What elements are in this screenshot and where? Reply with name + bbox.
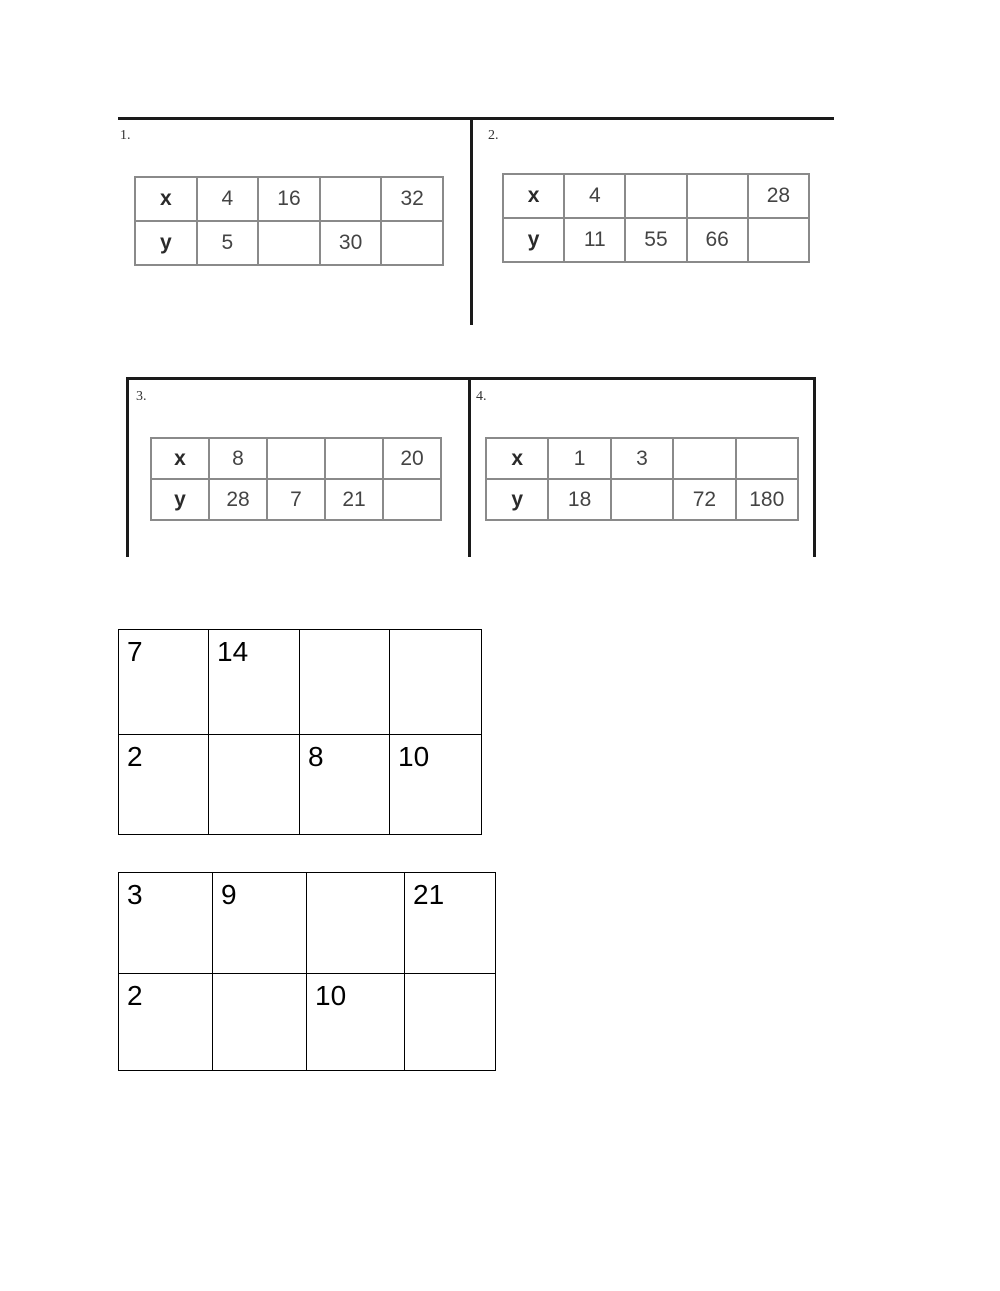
table-cell: x: [503, 174, 564, 218]
problem-number: 3.: [136, 389, 147, 404]
table-cell: 28: [748, 174, 809, 218]
grid-cell[interactable]: [213, 974, 307, 1071]
table-cell: 66: [687, 218, 748, 262]
xy-table-3: [150, 437, 442, 521]
grid-cell[interactable]: 9: [213, 873, 307, 974]
table-cell: [611, 479, 673, 520]
table-cell: [687, 174, 748, 218]
divider-1-2: [470, 117, 473, 325]
table-cell: [381, 221, 443, 265]
xy-table-2: [502, 173, 810, 263]
grid-cell[interactable]: 2: [119, 735, 209, 835]
table-row: [151, 479, 441, 520]
table-cell: x: [151, 438, 209, 479]
table-cell: y: [486, 479, 548, 520]
grid-cell[interactable]: [300, 630, 390, 735]
top-rule: [118, 117, 834, 120]
problem-number: 2.: [488, 128, 499, 143]
table-row: [119, 630, 482, 735]
table-cell: 55: [625, 218, 686, 262]
table-row: [135, 177, 443, 221]
table-cell: y: [151, 479, 209, 520]
grid-cell[interactable]: 8: [300, 735, 390, 835]
table-cell: [383, 479, 441, 520]
answer-grid-a: [118, 629, 482, 835]
table-cell: [320, 177, 382, 221]
right-border: [813, 377, 816, 557]
table-cell: 18: [548, 479, 610, 520]
divider-3-4: [468, 377, 471, 557]
grid-cell[interactable]: [405, 974, 496, 1071]
table-cell: x: [135, 177, 197, 221]
table-row: [119, 873, 496, 974]
table-row: [151, 438, 441, 479]
table-cell: 5: [197, 221, 259, 265]
answer-grid-b: [118, 872, 496, 1071]
table-cell: 4: [564, 174, 625, 218]
grid-cell[interactable]: 14: [209, 630, 300, 735]
table-cell: x: [486, 438, 548, 479]
table-cell: y: [503, 218, 564, 262]
problem-number: 4.: [476, 389, 487, 404]
table-row: [486, 438, 798, 479]
table-cell: 180: [736, 479, 798, 520]
grid-cell[interactable]: 2: [119, 974, 213, 1071]
table-cell: 30: [320, 221, 382, 265]
table-row: [503, 174, 809, 218]
table-cell: [258, 221, 320, 265]
table-cell: 32: [381, 177, 443, 221]
table-row: [135, 221, 443, 265]
table-cell: 8: [209, 438, 267, 479]
table-cell: 7: [267, 479, 325, 520]
table-cell: [267, 438, 325, 479]
table-cell: 72: [673, 479, 735, 520]
table-cell: 28: [209, 479, 267, 520]
problem-number: 1.: [120, 128, 131, 143]
grid-cell[interactable]: 21: [405, 873, 496, 974]
grid-cell[interactable]: 10: [390, 735, 482, 835]
xy-table-1: [134, 176, 444, 266]
table-cell: 20: [383, 438, 441, 479]
grid-cell[interactable]: [307, 873, 405, 974]
table-cell: 1: [548, 438, 610, 479]
table-cell: y: [135, 221, 197, 265]
table-cell: 16: [258, 177, 320, 221]
table-cell: 21: [325, 479, 383, 520]
grid-cell[interactable]: 3: [119, 873, 213, 974]
table-row: [486, 479, 798, 520]
table-cell: [673, 438, 735, 479]
table-row: [119, 735, 482, 835]
table-cell: [325, 438, 383, 479]
table-cell: 4: [197, 177, 259, 221]
grid-cell[interactable]: [390, 630, 482, 735]
xy-table-4: [485, 437, 799, 521]
table-row: [119, 974, 496, 1071]
middle-rule: [126, 377, 816, 380]
table-row: [503, 218, 809, 262]
table-cell: 11: [564, 218, 625, 262]
grid-cell[interactable]: 7: [119, 630, 209, 735]
left-border: [126, 377, 129, 557]
grid-cell[interactable]: [209, 735, 300, 835]
table-cell: [625, 174, 686, 218]
table-cell: [736, 438, 798, 479]
table-cell: [748, 218, 809, 262]
grid-cell[interactable]: 10: [307, 974, 405, 1071]
table-cell: 3: [611, 438, 673, 479]
